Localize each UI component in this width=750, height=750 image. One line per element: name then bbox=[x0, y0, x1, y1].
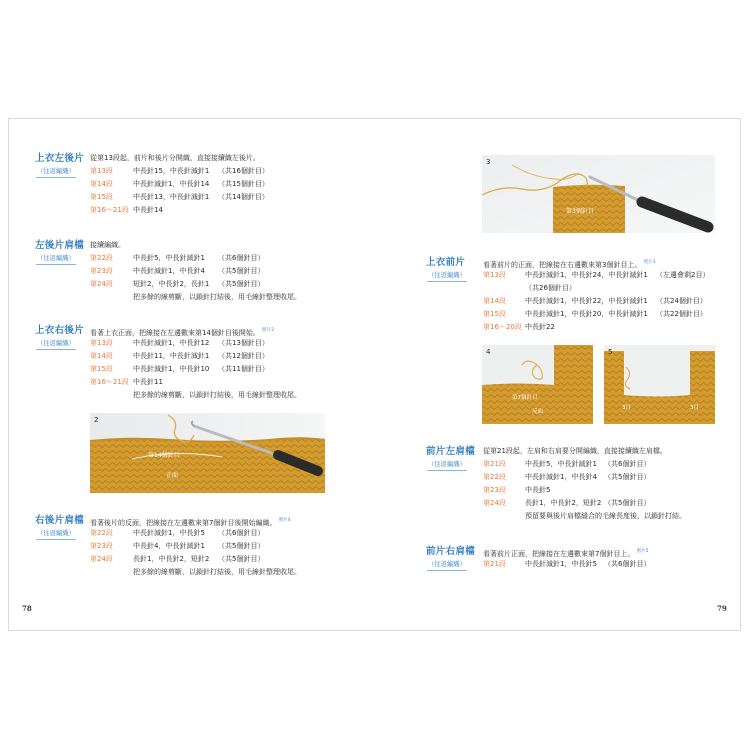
pattern-row bbox=[90, 178, 269, 191]
section-title: 上衣前片 bbox=[426, 257, 466, 268]
row-instruction: 中長針減針1，中長針14 bbox=[133, 180, 210, 188]
row-stitch-count: （共5個針目） bbox=[218, 267, 265, 275]
row-label: 第23段 bbox=[483, 486, 506, 494]
section-title: 左後片肩檔 bbox=[35, 240, 85, 251]
row-stitch-count: （共16個針目） bbox=[218, 167, 269, 175]
section-mode-label: （往返編織） bbox=[36, 254, 76, 265]
row-stitch-note: （左邊會剩2目） bbox=[656, 271, 710, 279]
row-label: 第14段 bbox=[90, 180, 113, 188]
pattern-row bbox=[483, 471, 686, 484]
photo-number: 5 bbox=[608, 348, 613, 356]
pattern-row bbox=[90, 165, 269, 178]
section-intro bbox=[90, 324, 301, 337]
section-title: 前片左肩檔 bbox=[426, 446, 476, 457]
row-label: 第14段 bbox=[483, 297, 506, 305]
note-text: 預留要與後片肩檔縫合的毛線長度後，以鎖針打結。 bbox=[525, 512, 686, 520]
row-label: 第24段 bbox=[90, 555, 113, 563]
row-label: 第22段 bbox=[90, 254, 113, 262]
pattern-row bbox=[90, 363, 301, 376]
section-title: 上衣右後片 bbox=[35, 325, 85, 336]
photo-reference: 照片5 bbox=[636, 549, 649, 554]
pattern-row bbox=[483, 308, 709, 321]
pattern-row bbox=[483, 321, 709, 334]
row-stitch-count: （共13個針目） bbox=[218, 339, 269, 347]
row-stitch-count: （共15個針目） bbox=[218, 180, 269, 188]
pattern-row bbox=[90, 553, 301, 566]
row-label: 第23段 bbox=[90, 267, 113, 275]
section-title: 右後片肩檔 bbox=[35, 515, 85, 526]
row-label: 第22段 bbox=[90, 529, 113, 537]
section-intro bbox=[90, 239, 301, 252]
section-intro bbox=[90, 514, 301, 527]
section-body-left-back bbox=[90, 152, 269, 217]
section-title: 前片右肩檔 bbox=[426, 546, 476, 557]
note-text: 把多餘的線剪斷，以鎖針打結後，用毛線針整理收尾。 bbox=[133, 293, 301, 301]
row-stitch-count: （共26個針目） bbox=[525, 284, 576, 292]
section-intro bbox=[90, 152, 269, 165]
pattern-row bbox=[483, 497, 686, 510]
section-mode-label: （往返編織） bbox=[427, 460, 467, 471]
row-stitch-count: （共12個針目） bbox=[218, 352, 269, 360]
pattern-row bbox=[483, 458, 686, 471]
section-title: 上衣左後片 bbox=[35, 153, 85, 164]
photo-reference: 照片3 bbox=[643, 260, 656, 265]
row-label: 第16～21段 bbox=[90, 378, 129, 386]
intro-text: 看著上衣正面，把線接在左邊數來第14個針目後開始。 bbox=[90, 329, 260, 337]
photo-number: 3 bbox=[486, 158, 491, 166]
row-instruction: 中長針減針1，中長針20，中長針減針1 bbox=[525, 310, 648, 318]
row-label: 第14段 bbox=[90, 352, 113, 360]
intro-text: 從第21段起，左肩和右肩要分開編織，直接接續織左肩檔。 bbox=[483, 447, 667, 455]
photo-2 bbox=[90, 413, 325, 493]
row-label: 第23段 bbox=[90, 542, 113, 550]
row-label: 第15段 bbox=[90, 365, 113, 373]
row-stitch-count: （共6個針目） bbox=[604, 560, 651, 568]
row-stitch-count: （共14個針目） bbox=[218, 193, 269, 201]
row-label: 第15段 bbox=[483, 310, 506, 318]
photo-3-tag-stitch: 第3個針目 bbox=[566, 208, 594, 215]
pattern-row bbox=[90, 350, 301, 363]
row-stitch-count: （共11個針目） bbox=[218, 365, 269, 373]
row-instruction: 中長針14 bbox=[133, 206, 163, 214]
section-mode-label: （往返編織） bbox=[36, 529, 76, 540]
pattern-row bbox=[90, 376, 301, 389]
row-label: 第15段 bbox=[90, 193, 113, 201]
section-body-front-right-shoulder bbox=[483, 545, 650, 571]
pattern-row bbox=[90, 191, 269, 204]
photo-4-tag-stitch: 第7個針目 bbox=[512, 395, 538, 401]
row-instruction: 中長針5，中長針減針1 bbox=[525, 460, 597, 468]
row-instruction: 長針1，中長針2，短針2 bbox=[133, 555, 210, 563]
pattern-row bbox=[90, 252, 301, 265]
row-instruction: 中長針減針1，中長針10 bbox=[133, 365, 210, 373]
row-instruction: 中長針22 bbox=[525, 323, 555, 331]
section-mode-label: （往返編織） bbox=[36, 339, 76, 350]
photo-number: 2 bbox=[94, 416, 99, 424]
row-stitch-count: （共5個針目） bbox=[604, 473, 651, 481]
pattern-row bbox=[90, 204, 269, 217]
page-number-left: 78 bbox=[22, 604, 32, 613]
row-stitch-count: （共5個針目） bbox=[218, 555, 265, 563]
note-text: 把多餘的線剪斷，以鎖針打結後，用毛線針整理收尾。 bbox=[133, 568, 301, 576]
row-instruction: 中長針減針1，中長針24，中長針減針1 bbox=[525, 271, 648, 279]
section-intro bbox=[483, 445, 686, 458]
pattern-row bbox=[483, 558, 650, 571]
section-body-front bbox=[483, 256, 709, 334]
photo-2-tag-side: 正面 bbox=[166, 472, 179, 479]
row-label: 第16～21段 bbox=[90, 206, 129, 214]
row-instruction: 中長針13，中長針減針1 bbox=[133, 193, 210, 201]
intro-text: 從第13段起，前片和後片分開織，直接接續織左後片。 bbox=[90, 154, 260, 162]
row-label: 第21段 bbox=[483, 560, 506, 568]
section-note bbox=[90, 566, 301, 579]
row-instruction: 中長針11，中長針減針1 bbox=[133, 352, 210, 360]
intro-text: 看著前片正面，把線接在左邊數來第7個針目上。 bbox=[483, 550, 635, 558]
section-body-left-back-shoulder bbox=[90, 239, 301, 304]
section-body-right-back-shoulder bbox=[90, 514, 301, 579]
photo-2-tag-stitch: 第14個針目 bbox=[148, 452, 180, 459]
row-stitch-count: （共5個針目） bbox=[218, 280, 265, 288]
section-mode-label: （往返編織） bbox=[36, 167, 76, 178]
row-stitch-count: （共24個針目） bbox=[656, 297, 707, 305]
pattern-row bbox=[90, 278, 301, 291]
pattern-row bbox=[483, 295, 709, 308]
section-note bbox=[90, 389, 301, 402]
row-label: 第13段 bbox=[483, 271, 506, 279]
section-note bbox=[483, 510, 686, 523]
row-label: 第22段 bbox=[483, 473, 506, 481]
row-instruction: 短針2，中長針2，長針1 bbox=[133, 280, 210, 288]
note-text: 把多餘的線剪斷，以鎖針打結後，用毛線針整理收尾。 bbox=[133, 391, 301, 399]
row-instruction: 中長針5 bbox=[525, 486, 551, 494]
row-instruction: 中長針減針1，中長針22，中長針減針1 bbox=[525, 297, 648, 305]
row-label: 第16～20段 bbox=[483, 323, 522, 331]
photo-4 bbox=[482, 345, 593, 424]
row-instruction: 中長針11 bbox=[133, 378, 163, 386]
photo-5 bbox=[604, 345, 715, 424]
section-note bbox=[90, 291, 301, 304]
row-instruction: 中長針減針1，中長針12 bbox=[133, 339, 210, 347]
row-label: 第24段 bbox=[90, 280, 113, 288]
section-intro bbox=[483, 256, 709, 269]
section-mode-label: （往返編織） bbox=[427, 271, 467, 282]
pattern-row bbox=[90, 265, 301, 278]
section-mode-label: （往返編織） bbox=[427, 560, 467, 571]
pattern-row bbox=[483, 269, 709, 282]
row-stitch-count: （共22個針目） bbox=[656, 310, 707, 318]
section-body-right-back bbox=[90, 324, 301, 402]
photo-5-tag-left: 3目 bbox=[622, 405, 631, 411]
intro-text: 接續編織。 bbox=[90, 241, 125, 249]
row-instruction: 中長針減針1，中長針5 bbox=[525, 560, 597, 568]
row-instruction: 中長針15，中長針減針1 bbox=[133, 167, 210, 175]
section-intro bbox=[483, 545, 650, 558]
row-instruction: 中長針4，中長針減針1 bbox=[133, 542, 205, 550]
row-stitch-count: （共5個針目） bbox=[218, 542, 265, 550]
row-label: 第21段 bbox=[483, 460, 506, 468]
row-label: 第13段 bbox=[90, 167, 113, 175]
photo-5-tag-right: 3目 bbox=[690, 405, 699, 411]
pattern-row bbox=[90, 527, 301, 540]
photo-reference: 照片2 bbox=[261, 328, 275, 333]
row-label: 第24段 bbox=[483, 499, 506, 507]
row-instruction: 中長針5，中長針減針1 bbox=[133, 254, 205, 262]
row-stitch-count: （共6個針目） bbox=[218, 529, 265, 537]
pattern-row-continuation bbox=[483, 282, 709, 295]
row-instruction: 中長針減針1，中長針4 bbox=[525, 473, 597, 481]
row-instruction: 中長針減針1，中長針5 bbox=[133, 529, 205, 537]
row-stitch-count: （共6個針目） bbox=[218, 254, 265, 262]
section-body-front-left-shoulder bbox=[483, 445, 686, 523]
pattern-row bbox=[90, 337, 301, 350]
row-instruction: 長針1，中長針2，短針2 bbox=[525, 499, 602, 507]
row-instruction: 中長針減針1，中長針4 bbox=[133, 267, 205, 275]
pattern-row bbox=[483, 484, 686, 497]
photo-4-tag-side: 反面 bbox=[532, 409, 544, 415]
intro-text: 看著後片的反面，把線接在左邊數來第7個針目後開始編織。 bbox=[90, 519, 277, 527]
intro-text: 看著前片的正面，把線接在右邊數來第3個針目上。 bbox=[483, 261, 642, 269]
row-label: 第13段 bbox=[90, 339, 113, 347]
page-number-right: 79 bbox=[717, 604, 727, 613]
row-stitch-count: （共6個針目） bbox=[604, 460, 651, 468]
pattern-row bbox=[90, 540, 301, 553]
row-stitch-count: （共5個針目） bbox=[604, 499, 651, 507]
photo-reference: 照片4 bbox=[278, 518, 291, 523]
photo-number: 4 bbox=[486, 348, 491, 356]
photo-3 bbox=[482, 155, 715, 233]
